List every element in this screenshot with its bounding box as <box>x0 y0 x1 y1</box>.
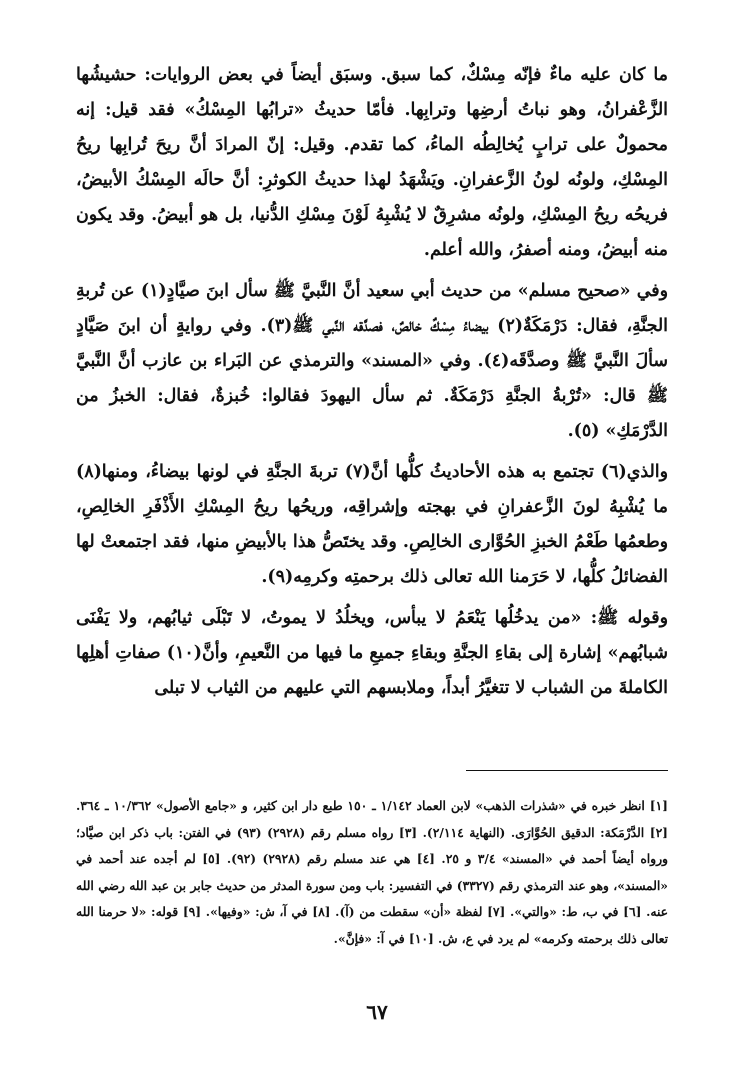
paragraph-2: وفي «صحيح مسلم» من حديث أبي سعيد أنَّ النَّبيَّ ﷺ سأل ابنَ صيَّادٍ(١) عن تُربةِ الجنَّةِ، فقال: دَرْمَكَةٌ(٢) بيضاءُ مِسْكٌ خالصٌ، فصدَّقه النَّبي ﷺ(٣). وفي روايةٍ أن ابنَ صَيَّادٍ سألَ النَّبيَّ ﷺ وصدَّقَه(٤). وفي «المسند» والترمذي عن البَراء بن عازب أنَّ النَّبيَّ ﷺ قال: «تُرْبةُ الجنَّةِ دَرْمَكَةٌ. ثم سأل اليهودَ فقالوا: خُبزةٌ، فقال: الخبزُ من الدَّرْمَكِ» (٥). <box>76 281 668 441</box>
paragraph-4: وقوله ﷺ: «من يدخُلُها يَنْعَمُ لا يبأس، ويخلُدُ لا يموتُ، لا تَبْلَى ثيابُهم، ولا يَفْنَى شبابُهم» إشارة إلى بقاءِ الجنَّةِ وبقاءِ جميعِ ما فيها من النَّعيمِ، وأنَّ(١٠) صفاتِ أهلِها الكاملةَ من الشباب لا تتغيَّرُ أبداً، وملابسهم التي عليهم من الثياب لا تبلى <box>76 608 668 698</box>
footnotes-text: [١] انظر خبره في «شذرات الذهب» لابن العماد ١/١٤٢ ـ ١٥٠ طبع دار ابن كثير، و «جامع الأصول» ١٠/٣٦٢ ـ ٣٦٤. [٢] الدَّرْمَكة: الدقيق الحُوَّارَى. (النهاية ٢/١١٤). [٣] رواه مسلم رقم (٢٩٢٨) (٩٣) في الفتن: باب ذكر ابن صيَّاد؛ ورواه أيضاً أحمد في «المسند» ٣/٤ و ٢٥. [٤] هي عند مسلم رقم (٢٩٢٨) (٩٢). [٥] لم أجده عند أحمد في «المسند»، وهو عند الترمذي رقم (٣٣٢٧) في التفسير: باب ومن سورة المدثر من حديث جابر بن عبد الله رضي الله عنه. [٦] في ب، ط: «والتي». [٧] لفظة «أن» سقطت من (آ). [٨] في آ، ش: «وفيها». [٩] قوله: «لا حرمنا الله تعالى ذلك برحمته وكرمه» لم يرد في ع، ش. [١٠] في آ: «فإنَّ». <box>76 798 668 946</box>
page-number: ٦٧ <box>366 1000 388 1024</box>
paragraph-3: والذي(٦) تجتمع به هذه الأحاديثُ كلُّها أنَّ(٧) تربةَ الجنَّةِ في لونها بيضاءُ، ومنها(٨) ما يُشْبِهُ لونَ الزَّعفرانِ في بهجته وإشراقِه، وريحُها ريحُ المِسْكِ الأَذْفَرِ الخالِصِ، وطعمُها طَعْمُ الخبزِ الحُوَّارى الخالِصِ. وقد يختَصُّ هذا بالأبيضِ منها، فقد اجتمعتْ لها الفضائلُ كلُّها، لا حَرَمنا الله تعالى ذلك برحمتِه وكرمِه(٩). <box>76 462 668 587</box>
footnotes <box>76 793 668 952</box>
paragraph-1: ما كان عليه ماءٌ فإنّه مِسْكٌ، كما سبق. وسبَق أيضاً في بعض الروايات: حشيشُها الزَّعْفرانُ، وهو نباتُ أرضِها وترابِها. فأمّا حديثُ «ترابُها المِسْكُ» فقد قيل: إنه محمولٌ على ترابٍ يُخالِطُه الماءُ، كما تقدم. وقيل: إنّ المرادَ أنَّ ريحَ تُرابِها ريحُ المِسْكِ، ولونُه لونُ الزَّعفرانِ. ويَشْهَدُ لهذا حديثُ الكوثرِ: أنَّ حالَه المِسْكُ الأبيضُ، فريحُه ريحُ المِسْكِ، ولونُه مشرِقٌ لا يُشْبِهُ لَوْنَ مِسْكِ الدُّنيا، بل هو أبيضُ. وقد يكون منه أبيضُ، ومنه أصفرُ، والله أعلم. <box>76 65 668 260</box>
footnote-separator <box>466 770 668 771</box>
main-text <box>76 58 668 706</box>
